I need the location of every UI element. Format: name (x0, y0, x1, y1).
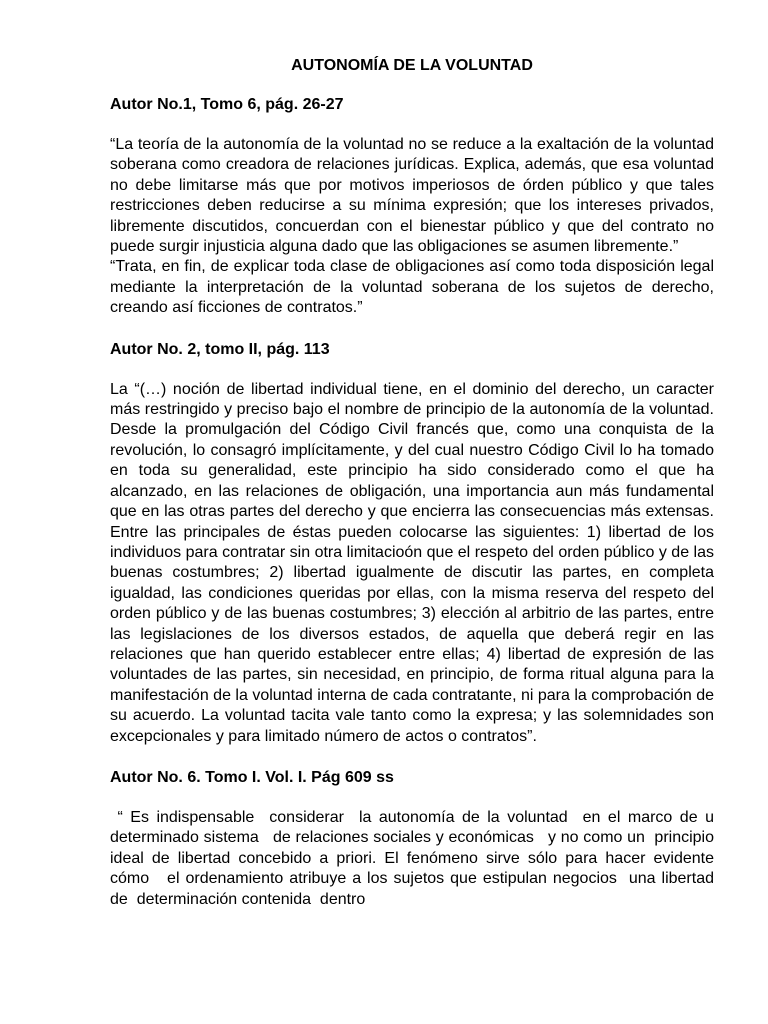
section-1 (110, 94, 714, 319)
section-heading: Autor No. 2, tomo II, pág. 113 (110, 340, 330, 358)
section-paragraph: “La teoría de la autonomía de la voluntad no se reduce a la exaltación de la voluntad soberana como creadora de relaciones jurídicas. Explica, además, que esa voluntad no debe limitarse más que por motivos imperiosos de órden público y que tales restricciones deben reducirse a su mínima expresión; que los intereses privados, libremente discutidos, concuerdan con el bienestar público y que del contrato no puede surgir injusticia alguna dado que las obligaciones se asumen libremente.” (110, 136, 714, 256)
section-paragraph: “ Es indispensable considerar la autonomía de la voluntad en el marco de u determinado sistema de relaciones sociales y económicas y no como un principio ideal de libertad concebido a priori. El fenómeno sirve sólo para hacer evidente cómo el ordenamiento atribuye a los sujetos que estipulan negocios una libertad de determinación contenida dentro (110, 808, 723, 908)
section-2 (110, 339, 714, 747)
section-heading: Autor No.1, Tomo 6, pág. 26-27 (110, 96, 344, 113)
section-paragraph: “Trata, en fin, de explicar toda clase de obligaciones así como toda disposición legal mediante la interpretación de la voluntad soberana de los sujetos de derecho, creando así ficciones de contratos.” (110, 258, 714, 317)
section-paragraph: La “(…) noción de libertad individual tiene, en el dominio del derecho, un caracter más restringido y preciso bajo el nombre de principio de la autonomía de la voluntad. Desde la promulgación del Código Civil francés que, como una conquista de la revolución, lo consagró implícitamente, y del cual nuestro Código Civil lo ha tomado en toda su generalidad, este principio ha sido considerado como el que ha alcanzado, en las relaciones de obligación, una importancia aun más fundamental que en las otras partes del derecho y que encierra las consecuencias más extensas. Entre las principales de éstas pueden colocarse las siguientes: 1) libertad de los individuos para contratar sin otra limitacioón que el respeto del orden público y de las buenas costumbres; 2) libertad igualmente de discutir las partes, en completa igualdad, las condiciones queridas por ellas, con la misma reserva del respeto del orden público y de las buenas costumbres; 3) elección al arbitrio de las partes, entre las legislaciones de los diversos estados, de aquella que deberá regir en las relaciones que han querido establecer entre ellas; 4) libertad de expresión de las voluntades de las partes, sin necesidad, en principio, de forma ritual alguna para la manifestación de la voluntad interna de cada contratante, ni para la comprobación de su acuerdo. La voluntad tacita vale tanto como la expresa; y las solemnidades son excepcionales y para limitado número de actos o contratos”. (110, 380, 714, 745)
document-title: AUTONOMÍA DE LA VOLUNTAD (291, 57, 533, 74)
section-3 (110, 767, 723, 910)
document-page (110, 55, 723, 930)
section-heading: Autor No. 6. Tomo I. Vol. I. Pág 609 ss (110, 768, 394, 786)
